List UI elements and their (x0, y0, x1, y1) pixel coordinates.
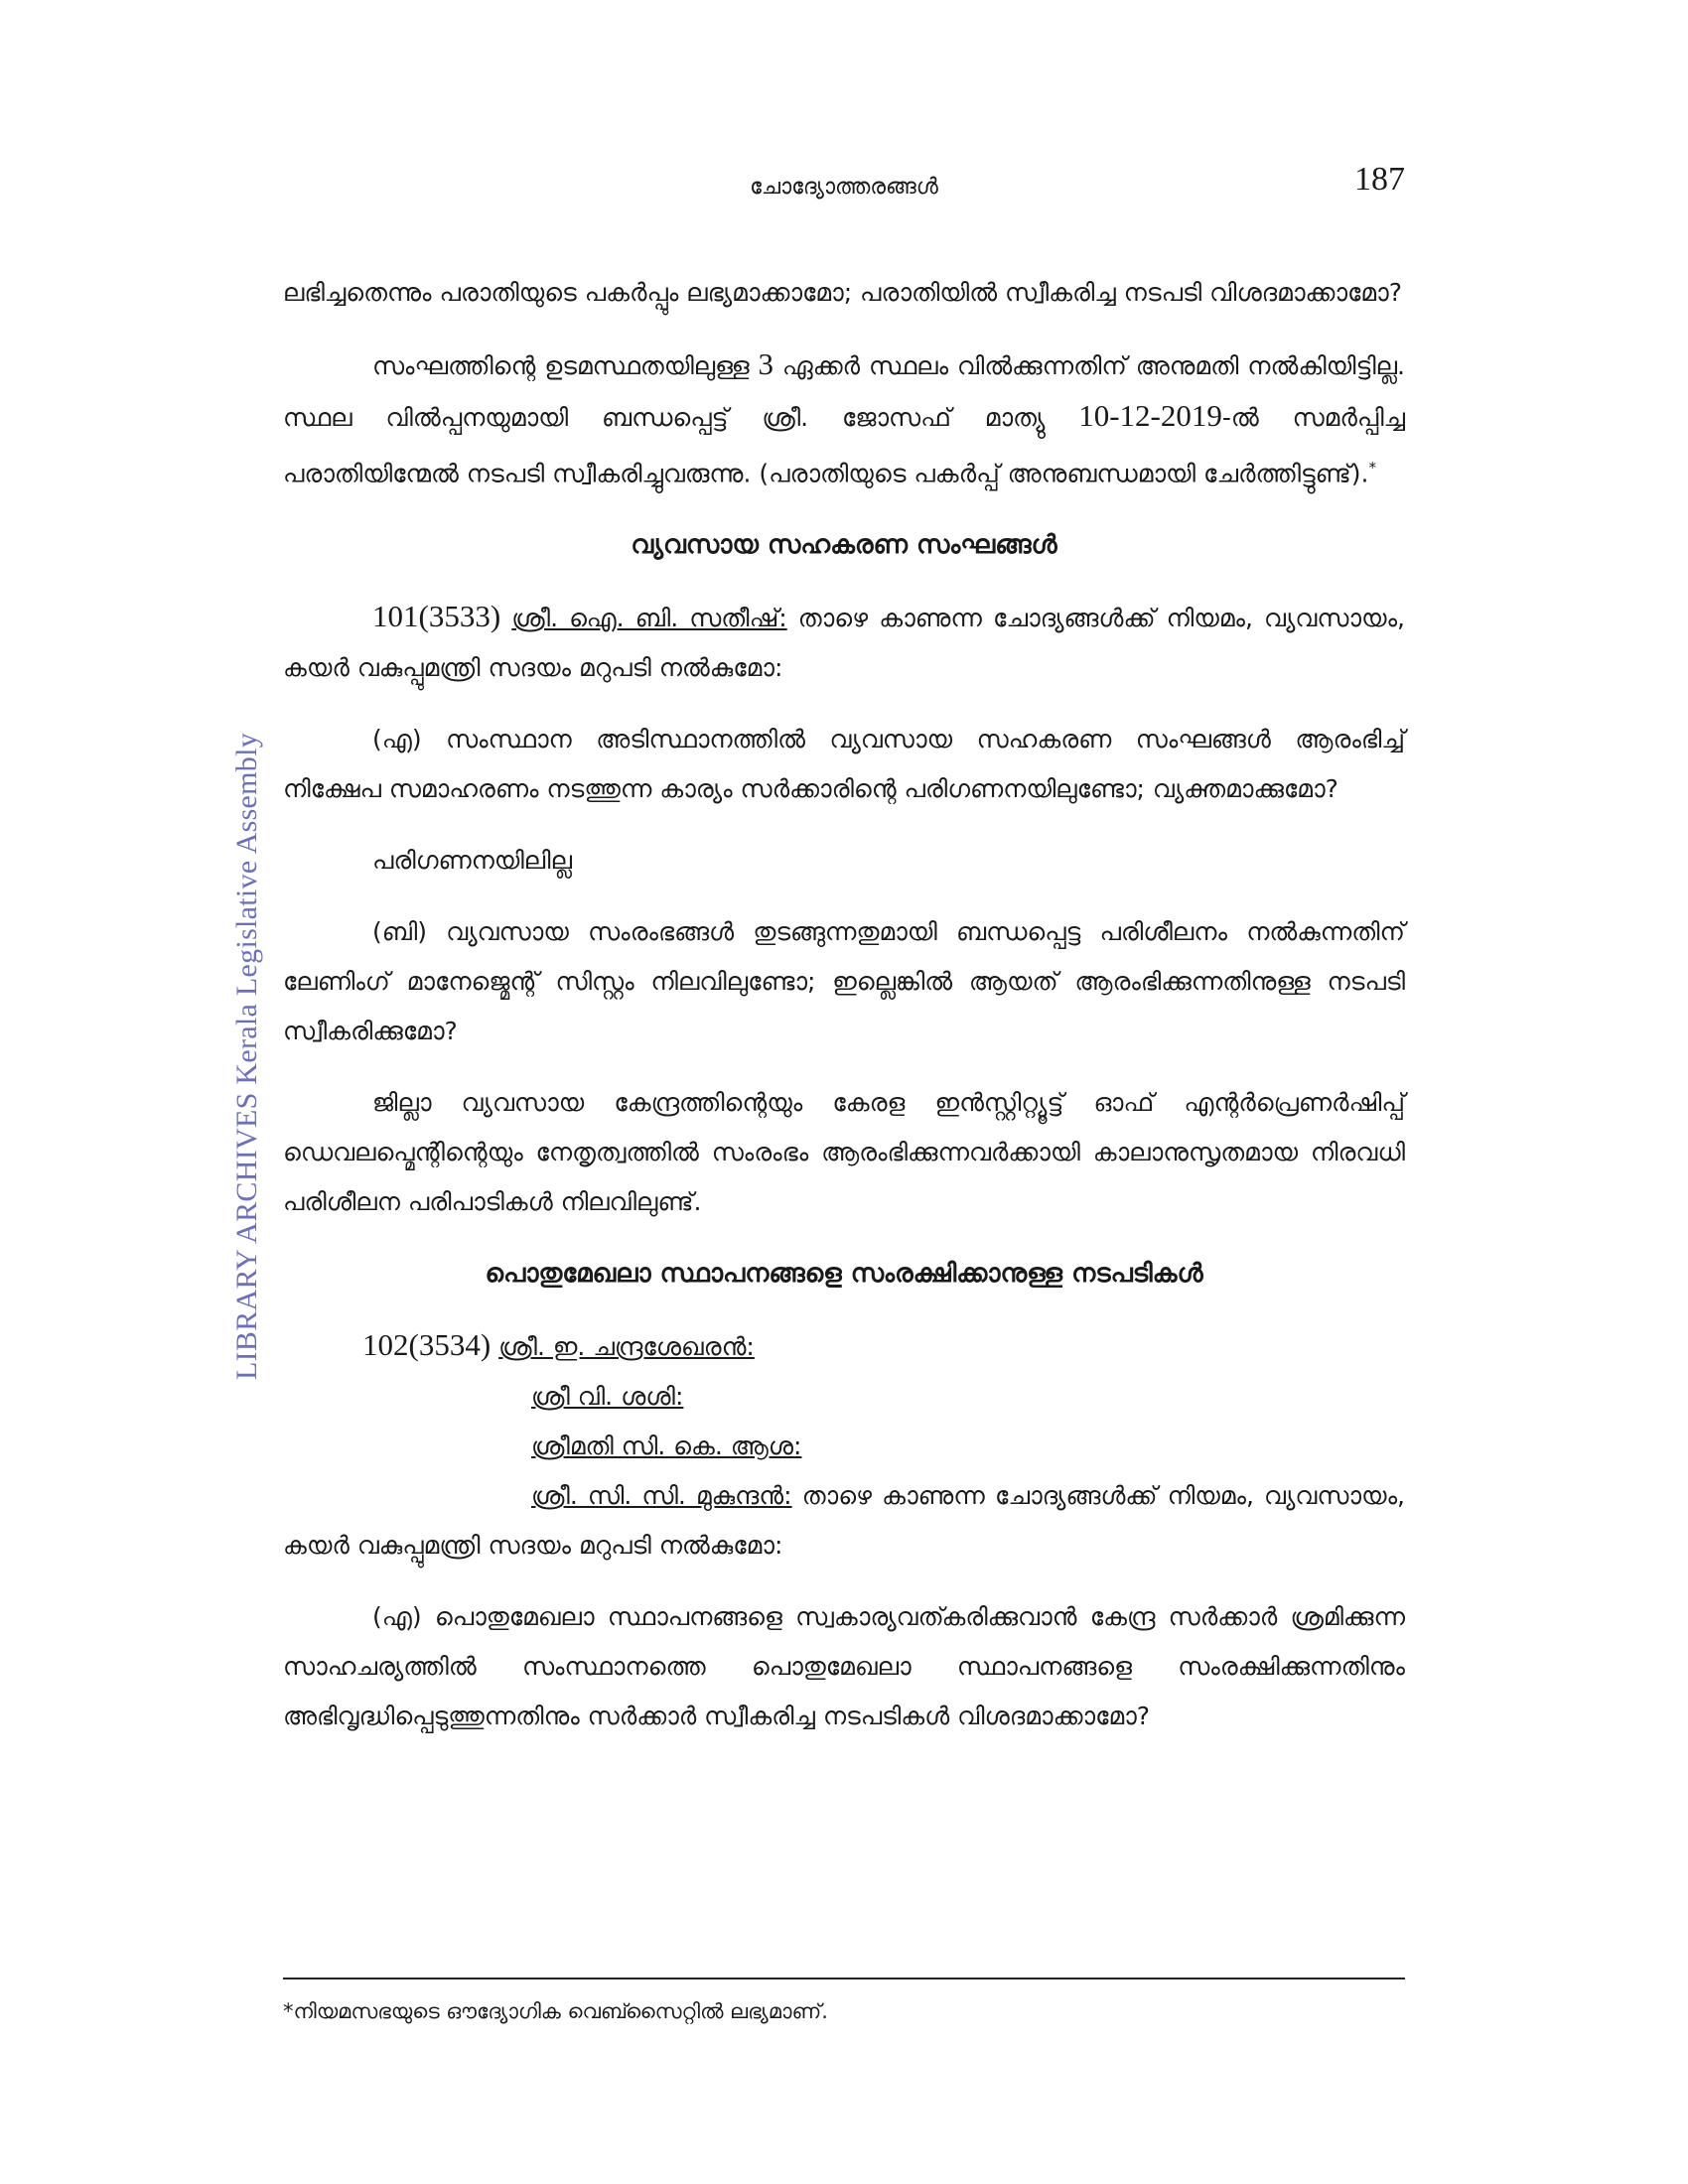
answer-text-1: സംഘത്തിന്റെ ഉടമസ്ഥതയിലുള്ള (372, 351, 750, 380)
question-101-a: (എ) സംസ്ഥാന അടിസ്ഥാനത്തിൽ വ്യവസായ സഹകരണ സംഘങ്ങൾ ആരംഭിച്ച് നിക്ഷേപ സമാഹരണം നടത്തുന്ന കാര്യം സർക്കാരിന്റെ പരിഗണനയിലുണ്ടോ; വ്യക്തമാക്കുമോ? (283, 725, 1405, 804)
question-number-101: 101(3533) (372, 599, 501, 634)
page-number: 187 (1354, 161, 1405, 198)
body-text (283, 268, 1405, 1763)
question-102-member-1-line (283, 1320, 1405, 1372)
question-102-member-2-line (283, 1372, 1405, 1422)
footnote-divider (283, 1978, 1405, 1979)
section-heading-101: വ്യവസായ സഹകരണ സംഘങ്ങൾ (631, 530, 1057, 561)
question-102-a: (എ) പൊതുമേഖലാ സ്ഥാപനങ്ങളെ സ്വകാര്യവത്കരിക്കുവാൻ കേന്ദ്ര സർക്കാർ ശ്രമിക്കുന്ന സാഹചര്യത്തിൽ സംസ്ഥാനത്തെ പൊതുമേഖലാ സ്ഥാപനങ്ങളെ സംരക്ഷിക്കുന്നതിനും അഭിവൃദ്ധിപ്പെടുത്തുന്നതിനും സർക്കാർ സ്വീകരിച്ച നടപടികൾ വിശദമാക്കാമോ? (283, 1602, 1405, 1731)
question-102-intro (283, 1471, 1405, 1570)
question-102-intro-text: താഴെ കാണുന്ന ചോദ്യങ്ങൾക്ക് നിയമം, വ്യവസായം, കയർ വകുപ്പുമന്ത്രി സദയം മറുപടി നൽകുമോ: (283, 1481, 1405, 1561)
footnote: *നിയമസഭയുടെ ഔദ്യോഗിക വെബ്സൈറ്റിൽ ലഭ്യമാണ്. (283, 1999, 828, 2023)
running-title: ചോദ്യോത്തരങ്ങൾ (750, 175, 938, 200)
answer-date: 10-12-2019 (1078, 398, 1222, 433)
question-101-b: (ബി) വ്യവസായ സംരംഭങ്ങൾ തുടങ്ങുന്നതുമായി ബന്ധപ്പെട്ട പരിശീലനം നൽകുന്നതിന് ലേണിംഗ് മാനേജ്മെന്റ് സിസ്റ്റം നിലവിലുണ്ടോ; ഇല്ലെങ്കിൽ ആയത് ആരംഭിക്കുന്നതിനുള്ള നടപടി സ്വീകരിക്കുമോ? (283, 917, 1405, 1046)
library-watermark: LIBRARY ARCHIVES Kerala Legislative Assembly (230, 732, 263, 1380)
answer-text-2: ഏക്കർ സ്ഥലം വിൽക്കുന്നതിന് അനുമതി നൽകിയിട്ടില്ല. സ്ഥല വിൽപ്പനയുമായി ബന്ധപ്പെട്ട് ശ്രീ. ജോസഫ് മാത്യു (283, 351, 1405, 432)
answer-text-3: -ൽ സമർപ്പിച്ച പരാതിയിന്മേൽ നടപടി സ്വീകരിച്ചുവരുന്നു. (പരാതിയുടെ പകർപ്പ് അനുബന്ധമായി ചേർത്തിട്ടുണ്ട്). (283, 403, 1406, 488)
question-102-member-3-line (283, 1422, 1405, 1471)
question-101-member: ശ്രീ. ഐ. ബി. സതീഷ്: (511, 604, 787, 633)
question-number-102: 102(3534) (362, 1327, 492, 1363)
previous-answer (283, 340, 1405, 498)
question-102-member-4: ശ്രീ. സി. സി. മുകുന്ദൻ: (531, 1481, 792, 1511)
continued-question: ലഭിച്ചതെന്നും പരാതിയുടെ പകർപ്പും ലഭ്യമാക്കാമോ; പരാതിയിൽ സ്വീകരിച്ച നടപടി വിശദമാക്കാമോ? (283, 278, 1402, 307)
footnote-mark: * (1368, 459, 1376, 477)
answer-101-b: ജില്ലാ വ്യവസായ കേന്ദ്രത്തിന്റെയും കേരള ഇൻസ്റ്റിറ്റ്യൂട്ട് ഓഫ് എന്റർപ്രെണർഷിപ്പ് ഡെവലപ്മെന്റിന്റെയും നേതൃത്വത്തിൽ സംരംഭം ആരംഭിക്കുന്നവർക്കായി കാലാനുസൃതമായ നിരവധി പരിശീലന പരിപാടികൾ നിലവിലുണ്ട്. (283, 1088, 1405, 1217)
question-102-member-1: ശ്രീ. ഇ. ചന്ദ്രശേഖരൻ: (498, 1332, 755, 1362)
answer-101-a: പരിഗണനയിലില്ല (372, 846, 572, 876)
section-heading-102: പൊതുമേഖലാ സ്ഥാപനങ്ങളെ സംരക്ഷിക്കാനുള്ള നടപടികൾ (485, 1259, 1203, 1290)
answer-acre-count: 3 (758, 346, 774, 381)
running-header (283, 161, 1405, 206)
question-102-member-3: ശ്രീമതി സി. കെ. ആശ: (531, 1432, 802, 1461)
question-101-intro (283, 592, 1405, 693)
question-101-intro-text: താഴെ കാണുന്ന ചോദ്യങ്ങൾക്ക് നിയമം, വ്യവസായം, കയർ വകുപ്പുമന്ത്രി സദയം മറുപടി നൽകുമോ: (283, 604, 1406, 683)
question-102-member-2: ശ്രീ വി. ശശി: (531, 1382, 684, 1412)
